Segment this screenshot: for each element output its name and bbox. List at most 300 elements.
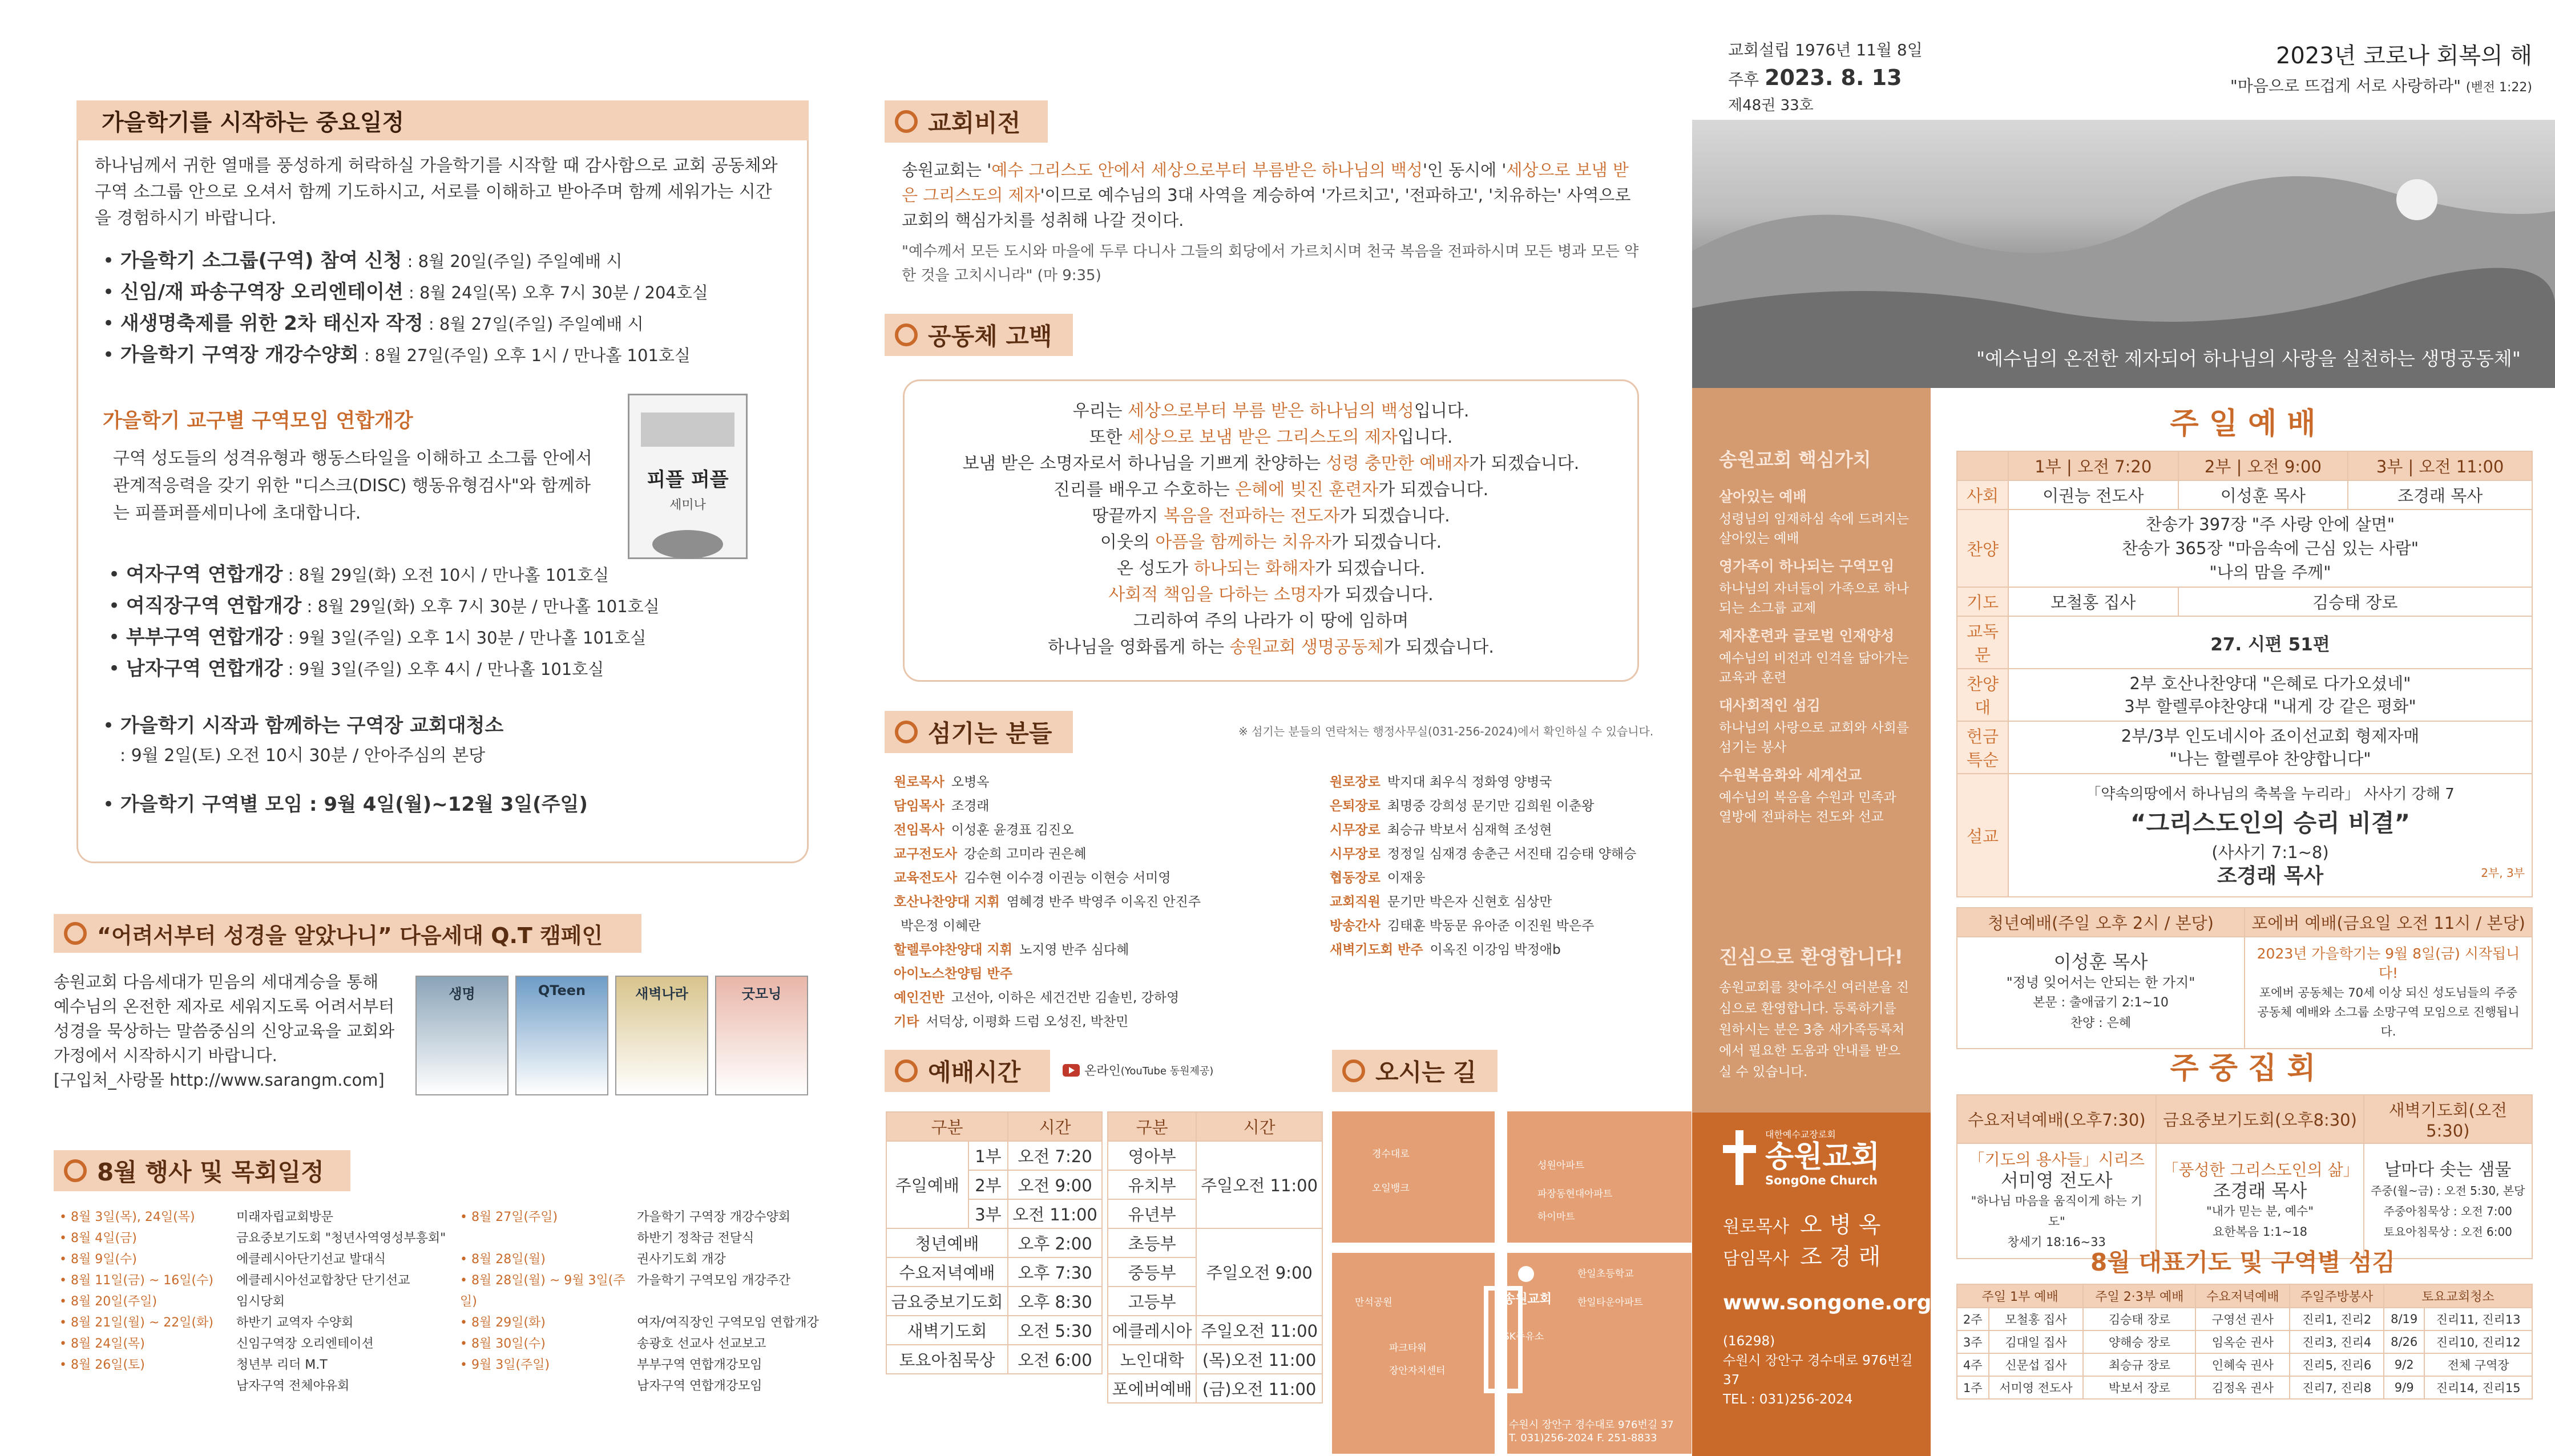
group-item-bold: 여직장구역 연합개강 [126, 594, 302, 617]
vision-text: 송원교회는 '예수 그리스도 안에서 세상으로부터 부름받은 하나님의 백성'인 동시에 '세상으로 보냄 받은 그리스도의 제자'이므로 예수님의 3대 사역을 계승하여 '가르치고', '전파하고', '치유하는' 사역으로 교회의 핵심가치를 성취해 나갈 것이다. [902, 160, 1631, 230]
event-name: 가을학기 구역모임 개강주간 [637, 1273, 791, 1288]
event-row [460, 1333, 871, 1354]
wed-ref: 창세기 18:16~33 [2007, 1235, 2106, 1249]
server-names: 서덕상, 이평화 드럼 오성진, 박찬민 [926, 1014, 1129, 1029]
event-row [460, 1207, 871, 1228]
times-right-table [1107, 1111, 1323, 1404]
server-row [1330, 818, 1649, 842]
confession-line [903, 398, 1639, 424]
server-names: 이옥진 이강임 박정애b [1430, 943, 1561, 957]
schedule-list [103, 245, 799, 371]
vision-verse: "예수께서 모든 도시와 마을에 두루 다니사 그들의 회당에서 가르치시며 천국 복음을 전파하시며 모든 병과 모든 약한 것을 고치시니라" (마 9:35) [902, 243, 1639, 284]
server-role: 원로목사 [894, 775, 944, 790]
cross-logo-icon [1723, 1130, 1756, 1185]
values-title: 송원교회 핵심가치 [1719, 448, 1871, 471]
youth-preacher: 이성훈 목사 [2053, 951, 2148, 973]
duty-header: 주일 1부 예배 [1957, 1284, 2083, 1308]
events-left [59, 1207, 470, 1397]
map-label: 경수대로 [1372, 1148, 1410, 1160]
duty-cell: 9/9 [2384, 1376, 2424, 1399]
duty-cell: 신문섭 집사 [1989, 1353, 2084, 1376]
event-name: 부부구역 연합개강모임 [637, 1358, 762, 1372]
event-name: 가을학기 구역장 개강수양회 [637, 1210, 791, 1224]
map-label: SK주유소 [1503, 1331, 1544, 1342]
row-label: 설교 [1957, 774, 2008, 897]
confession-text: 가 되겠습니다. [1469, 454, 1580, 474]
forever-title: 2023년 가을학기는 9월 8일(금) 시작됩니다! [2257, 945, 2520, 981]
map-label: 하이마트 [1537, 1211, 1575, 1223]
event-name: 하반기 정착금 전달식 [637, 1231, 754, 1245]
cleaning-time: : 9월 2일(토) 오전 10시 30분 / 안아주심의 본당 [120, 746, 486, 766]
group-item-dot: • [108, 594, 126, 617]
duty-cell: 최승규 장로 [2083, 1353, 2195, 1376]
schedule-item-dot: • [103, 281, 120, 304]
header-cell: 시간 [1008, 1112, 1102, 1141]
servers-note: ※ 섬기는 분들의 연락처는 행정사무실(031-256-2024)에서 확인하실 수 있습니다. [1238, 725, 1654, 738]
week-table [1956, 1094, 2533, 1259]
map-label: 파장동현대아파트 [1537, 1188, 1613, 1200]
schedule-item-text: : 8월 20일(주일) 주일예배 시 [402, 252, 623, 271]
group-meeting-title: 가을학기 교구별 구역모임 연합개강 [103, 410, 413, 432]
landscape-photo [1692, 120, 2555, 388]
hymn-item: "나의 맘을 주께" [2209, 563, 2331, 582]
header-cell [1957, 451, 2008, 480]
choir-item: 2부 호산나찬양대 "은혜로 다가오셨네" [2129, 674, 2411, 693]
online-note: (YouTube 동원제공) [1120, 1065, 1214, 1077]
duty-title: 8월 대표기도 및 구역별 섬김 [2090, 1248, 2395, 1276]
confession-text: 가 되겠습니다. [1383, 637, 1494, 657]
server-role: 기타 [894, 1014, 919, 1029]
confession-text: 입니다. [1414, 401, 1470, 421]
schedule-intro: 하나님께서 귀한 열매를 풍성하게 허락하실 가을학기를 시작할 때 감사함으로 교회 공동체와 구역 소그룹 안으로 오셔서 함께 기도하시고, 서로를 이해하고 받아주며 함께 세워가는 시간을 경험하시기 바랍니다. [95, 156, 778, 228]
server-row [894, 770, 1327, 794]
dawn-cell [2364, 1143, 2532, 1259]
server-row [894, 890, 1327, 914]
server-names: 정정일 심재경 송춘근 서진태 김승태 양해승 [1387, 847, 1637, 862]
confession-line [903, 477, 1639, 503]
church-info-panel [1692, 1113, 1931, 1456]
map-label: 파크타워 [1389, 1342, 1427, 1354]
server-role: 담임목사 [894, 799, 944, 814]
duty-header: 주일 2·3부 예배 [2083, 1284, 2195, 1308]
confession-line [903, 634, 1639, 661]
confession-line [903, 556, 1639, 582]
dawn-line: 주중(월~금) : 오전 5:30, 본당 [2371, 1184, 2525, 1198]
time-value: 오후 7:30 [1008, 1257, 1102, 1287]
confession-line [903, 424, 1639, 451]
confession-text: 보냄 받은 소명자로서 하나님을 기쁘게 찬양하는 [962, 454, 1326, 474]
duty-cell: 구영선 권사 [2195, 1308, 2290, 1330]
dept-name: 영아부 [1108, 1141, 1196, 1170]
event-row [59, 1207, 470, 1228]
period-text: 가을학기 구역별 모임 : 9월 4일(월)~12월 3일(주일) [120, 793, 588, 816]
server-names: 노지영 반주 심다혜 [1019, 943, 1129, 957]
event-row [59, 1376, 470, 1397]
server-row [1330, 770, 1649, 794]
circle-icon [64, 922, 87, 945]
value-text: 예수님의 비전과 인격을 닮아가는 교육과 훈련 [1719, 651, 1909, 685]
qt-title: “어려서부터 성경을 알았나니” 다음세대 Q.T 캠페인 [97, 923, 603, 948]
event-date: • 8월 28일(월) ~ 9월 3일(주일) [460, 1273, 625, 1309]
server-names: 김태훈 박동문 유아준 이진원 박은주 [1387, 919, 1595, 933]
event-name: 하반기 교역자 수양회 [236, 1316, 354, 1330]
hymn-item: 찬송가 397장 "주 사랑 안에 살면" [2145, 515, 2395, 534]
server-role: 교육전도사 [894, 871, 958, 885]
circle-icon [895, 110, 918, 133]
map-title: 오시는 길 [1375, 1058, 1476, 1086]
event-name: 에클레시아단기선교 발대식 [236, 1252, 386, 1267]
event-name: 청년부 리더 M.T [236, 1358, 328, 1372]
server-names: 최승규 박보서 심재혁 조성현 [1387, 823, 1552, 838]
confession-text: 가 되겠습니다. [1331, 532, 1442, 552]
welcome-text: 송원교회를 찾아주신 여러분을 진심으로 환영합니다. 등록하기를 원하시는 분은 3층 새가족등록처에서 필요한 도움과 안내를 받으실 수 있습니다. [1719, 980, 1909, 1079]
row-label: 사회 [1957, 480, 2008, 509]
schedule-item-dot: • [103, 343, 120, 366]
server-role: 방송간사 [1330, 919, 1381, 933]
year-theme-ref: (벧전 1:22) [2465, 80, 2532, 95]
row-label: 찬양대 [1957, 669, 2008, 721]
server-names: 문기만 박은자 신현호 심상만 [1387, 895, 1552, 909]
confession-line [903, 503, 1639, 529]
server-row [894, 914, 1327, 938]
map-label: 장안자치센터 [1389, 1365, 1446, 1377]
confession-text: 하나님을 영화롭게 하는 [1048, 637, 1230, 657]
group-item [108, 653, 793, 685]
server-role: 교구전도사 [894, 847, 958, 862]
week-label: 주후 [1728, 70, 1759, 89]
row-label: 교독문 [1957, 616, 2008, 669]
server-names: 오병옥 [951, 775, 990, 790]
qt-book-title: 굿모닝 [741, 986, 782, 1002]
server-row [894, 866, 1327, 890]
church-logo-name: 송원교회 [1765, 1140, 1880, 1174]
duty-table [1956, 1284, 2533, 1400]
server-row [894, 1010, 1327, 1034]
server-role: 시무장로 [1330, 847, 1381, 862]
group-item-dot: • [108, 657, 126, 680]
event-date: • 8월 3일(목), 24일(목) [59, 1210, 195, 1224]
confession-line [903, 451, 1639, 477]
server-names: 이성훈 윤경표 김진오 [951, 823, 1074, 838]
server-names: 조경래 [951, 799, 990, 814]
duty-cell: 양해승 장로 [2083, 1330, 2195, 1353]
event-date: • 8월 21일(월) ~ 22일(화) [59, 1316, 213, 1330]
duty-cell: 모철홍 집사 [1989, 1308, 2084, 1330]
confession-text: 온 성도가 [1116, 559, 1194, 579]
forever-header: 포에버 예배(금요일 오전 11시 / 본당) [2245, 908, 2532, 937]
fri-preacher: 조경래 목사 [2213, 1180, 2307, 1202]
server-role: 원로장로 [1330, 775, 1381, 790]
confession-highlight: 하나되는 화해자 [1193, 559, 1315, 579]
sunday-table [1956, 451, 2533, 897]
value-text: 성령님의 임재하심 속에 드려지는 살아있는 예배 [1719, 512, 1909, 546]
duty-header: 수요저녁예배 [2195, 1284, 2290, 1308]
dept-name: 포에버예배 [1108, 1374, 1196, 1403]
confession-lines [903, 398, 1639, 661]
server-row [1330, 938, 1649, 962]
event-row [59, 1312, 470, 1333]
dept-name: 에클레시아 [1108, 1316, 1196, 1345]
event-row [59, 1228, 470, 1249]
bulletin-date: 2023. 8. 13 [1765, 65, 1902, 90]
qt-text: 송원교회 다음세대가 믿음의 세대계승을 통해 예수님의 온전한 제자로 세워지도록 어려서부터 성경을 묵상하는 말씀중심의 신앙교육을 교회와 가정에서 시작하시기 바랍니다. [54, 972, 395, 1065]
duty-cell: 진리11, 진리13 [2424, 1308, 2532, 1330]
book-cover-image [628, 394, 748, 559]
confession-text: 가 되겠습니다. [1323, 585, 1434, 605]
value-text: 예수님의 복음을 수원과 민족과 열방에 전파하는 전도와 선교 [1719, 790, 1896, 824]
duty-cell: 박보서 장로 [2083, 1376, 2195, 1399]
server-role: 은퇴장로 [1330, 799, 1381, 814]
confession-text: 그리하여 주의 나라가 이 땅에 임하며 [1133, 611, 1409, 631]
confession-highlight: 성령 충만한 예배자 [1326, 454, 1470, 474]
confession-highlight: 은혜에 빚진 훈련자 [1235, 480, 1379, 500]
event-date [59, 1376, 236, 1397]
confession-text: 이웃의 [1100, 532, 1156, 552]
value-heading: 살아있는 예배 [1719, 488, 1807, 505]
server-names: 박은정 이혜란 [901, 919, 981, 933]
value-heading: 수원복음화와 세계선교 [1719, 767, 1862, 783]
fri-cell [2156, 1143, 2363, 1259]
event-name: 남자구역 전체야유회 [236, 1379, 350, 1393]
server-row [1330, 794, 1649, 818]
time-part: 1부 [968, 1141, 1008, 1170]
event-row [59, 1291, 470, 1312]
group-item-bold: 여자구역 연합개강 [126, 563, 283, 586]
server-role: 협동장로 [1330, 871, 1381, 885]
group-item-text: : 9월 3일(주일) 오후 1시 30분 / 만나홀 101호실 [282, 628, 647, 648]
dept-time: 주일오전 11:00 [1196, 1316, 1322, 1345]
schedule-item-text: : 8월 27일(주일) 주일예배 시 [423, 314, 644, 334]
welcome-title: 진심으로 환영합니다! [1719, 946, 1903, 969]
time-label: 청년예배 [886, 1228, 1008, 1257]
dept-name: 노인대학 [1108, 1345, 1196, 1374]
time-label: 토요아침묵상 [886, 1345, 1008, 1374]
event-name: 금요중보기도회 "청년사역영성부흥회" [236, 1231, 446, 1245]
fri-title: "내가 믿는 분, 예수" [2206, 1204, 2314, 1218]
server-row [1330, 842, 1649, 866]
confession-text: 가 되겠습니다. [1315, 559, 1426, 579]
senior-pastor-role: 원로목사 [1723, 1217, 1789, 1237]
senior-pastor-name: 오 병 옥 [1800, 1212, 1881, 1238]
group-item-dot: • [108, 626, 126, 649]
qt-book-title: 생명 [449, 986, 475, 1002]
group-item-dot: • [108, 563, 126, 586]
cleaning-title: 가을학기 시작과 함께하는 구역장 교회대청소 [120, 714, 504, 737]
circle-icon [895, 721, 918, 743]
event-name: 남자구역 연합개강모임 [637, 1379, 762, 1393]
time-value: 오전 11:00 [1008, 1199, 1102, 1228]
confession-line [903, 608, 1639, 634]
server-role: 교회직원 [1330, 895, 1381, 909]
server-row [894, 986, 1327, 1010]
leader-name: 이권능 전도사 [2008, 480, 2178, 509]
group-meeting-text: 구역 성도들의 성격유형과 행동스타일을 이해하고 소그룹 안에서 관계적응력을 갖기 위한 "디스크(DISC) 행동유형검사"와 함께하는 피플퍼플세미나에 초대합니다. [113, 448, 592, 523]
duty-cell: 8/26 [2384, 1330, 2424, 1353]
duty-cell: 서미영 전도사 [1989, 1376, 2084, 1399]
youth-cell [1957, 937, 2245, 1049]
group-list [108, 559, 793, 685]
circle-icon [64, 1159, 87, 1182]
map-church-label: 송원교회 [1503, 1292, 1552, 1307]
lead-pastor-role: 담임목사 [1723, 1249, 1789, 1269]
offering-item: 2부/3부 인도네시아 죠이선교회 형제자매 [2121, 726, 2420, 746]
server-row [894, 842, 1327, 866]
book-subtitle: 세미나 [669, 498, 706, 512]
hymn-item: 찬송가 365장 "마음속에 근심 있는 사람" [2121, 539, 2419, 558]
duty-cell: 8/19 [2384, 1308, 2424, 1330]
duty-cell: 3주 [1957, 1330, 1989, 1353]
schedule-item-bold: 신임/재 파송구역장 오리엔테이션 [120, 281, 403, 304]
year-theme: "마음으로 뜨겁게 서로 사랑하라" [2230, 76, 2461, 95]
qt-title-bar [54, 914, 641, 953]
duty-cell: 1주 [1957, 1376, 1989, 1399]
confession-text: 땅끝까지 [1092, 506, 1164, 526]
schedule-item-bold: 새생명축제를 위한 2차 태신자 작정 [120, 312, 423, 335]
header-cell: 구분 [1108, 1112, 1196, 1141]
leader-name: 이성훈 목사 [2178, 480, 2348, 509]
group-item-text: : 8월 29일(화) 오후 7시 30분 / 만나홀 101호실 [301, 597, 660, 616]
confession-title-bar [885, 314, 1073, 356]
service-header: 1부 | 오전 7:20 [2008, 451, 2178, 480]
event-date: • 8월 29일(화) [460, 1316, 546, 1330]
duty-cell: 진리5, 진리6 [2290, 1353, 2384, 1376]
event-row [59, 1249, 470, 1270]
time-label: 주일예배 [886, 1141, 968, 1228]
event-name: 에클레시아선교합창단 단기선교 [236, 1273, 410, 1288]
dept-name: 초등부 [1108, 1228, 1196, 1257]
time-value: 오후 8:30 [1008, 1287, 1102, 1316]
event-row [59, 1333, 470, 1354]
online-link[interactable] [1063, 1061, 1213, 1079]
confession-highlight: 복음을 전파하는 전도자 [1163, 506, 1340, 526]
prayer-name: 모철홍 집사 [2008, 587, 2178, 616]
event-name: 신임구역장 오리엔테이션 [236, 1337, 374, 1351]
servers-right [1330, 770, 1649, 962]
confession-text: 진리를 배우고 수호하는 [1053, 480, 1236, 500]
wed-cell [1957, 1143, 2156, 1259]
youth-header: 청년예배(주일 오후 2시 / 본당) [1957, 908, 2245, 937]
duty-cell: 진리3, 진리4 [2290, 1330, 2384, 1353]
offering-list [2008, 721, 2532, 774]
offering-item: "나는 할렐루야 찬양합니다" [2169, 749, 2371, 769]
confession-text: 입니다. [1397, 427, 1453, 447]
duty-cell: 4주 [1957, 1353, 1989, 1376]
server-row [1330, 890, 1649, 914]
map-label: 만석공원 [1355, 1297, 1392, 1308]
event-row [59, 1354, 470, 1376]
duty-cell: 진리14, 진리15 [2424, 1376, 2532, 1399]
event-name: 미래자립교회방문 [236, 1210, 334, 1224]
server-row [894, 938, 1327, 962]
duty-cell: 9/2 [2384, 1353, 2424, 1376]
confession-highlight: 세상으로부터 부름 받은 하나님의 백성 [1128, 401, 1414, 421]
dawn-line: 토요아침묵상 : 오전 6:00 [2383, 1225, 2512, 1239]
youth-sermon-title: "정녕 잊어서는 안되는 한 가지" [2006, 974, 2195, 990]
website-link[interactable]: www.songone.org [1723, 1291, 1932, 1315]
reading-text: 27. 시편 51편 [2008, 616, 2532, 669]
leader-name: 조경래 목사 [2348, 480, 2532, 509]
duty-cell: 진리1, 진리2 [2290, 1308, 2384, 1330]
map-tel: T. 031)256-2024 F. 251-8833 [1509, 1432, 1657, 1444]
dept-time: 주일오전 9:00 [1196, 1228, 1322, 1316]
fri-series: 「풍성한 그리스도인의 삶」 [2162, 1160, 2359, 1179]
online-label: 온라인 [1084, 1064, 1121, 1078]
event-date: • 8월 24일(목) [59, 1337, 145, 1351]
time-value: 오전 6:00 [1008, 1345, 1102, 1374]
server-role: 시무장로 [1330, 823, 1381, 838]
time-value: 오전 9:00 [1008, 1170, 1102, 1199]
book-title: 피플 퍼플 [647, 468, 729, 491]
circle-icon [895, 323, 918, 346]
header-cell: 시간 [1196, 1112, 1322, 1141]
fri-ref: 요한복음 1:1~18 [2213, 1225, 2307, 1239]
server-role: 새벽기도회 반주 [1330, 943, 1423, 957]
church-address: 수원시 장안구 경수대로 976번길 37 [1723, 1353, 1913, 1388]
qt-book-cover [515, 976, 608, 1095]
schedule-item [103, 308, 799, 339]
sermon-note: 2부, 3부 [2481, 866, 2525, 880]
group-item [108, 559, 793, 591]
duty-header: 주일주방봉사 [2290, 1284, 2384, 1308]
qt-covers [415, 976, 808, 1095]
week-title: 주 중 집 회 [2170, 1051, 2316, 1086]
server-names: 최명중 강희성 문기만 김희원 이춘왕 [1387, 799, 1595, 814]
duty-cell: 김대일 집사 [1989, 1330, 2084, 1353]
event-row [59, 1270, 470, 1291]
hymn-list [2008, 509, 2532, 587]
event-row [460, 1270, 871, 1312]
qt-book-cover [715, 976, 808, 1095]
year-title: 2023년 코로나 회복의 해 [2275, 43, 2532, 69]
server-row [894, 962, 1327, 986]
dept-name: 고등부 [1108, 1287, 1196, 1316]
servers-title-bar [885, 711, 1073, 753]
church-tel: TEL : 031)256-2024 [1723, 1392, 1853, 1407]
volume-text: 제48권 33호 [1728, 97, 1814, 114]
schedule-title: 가을학기를 시작하는 중요일정 [102, 109, 405, 136]
server-row [894, 818, 1327, 842]
church-eng-name: SongOne Church [1765, 1174, 1878, 1187]
schedule-item-dot: • [103, 249, 120, 272]
dawn-line: 주중아침묵상 : 오전 7:00 [2383, 1204, 2512, 1218]
confession-text: 가 되겠습니다. [1339, 506, 1450, 526]
service-header: 2부 | 오전 9:00 [2178, 451, 2348, 480]
confession-highlight: 아픔을 함께하는 치유자 [1155, 532, 1332, 552]
schedule-title-bar [76, 100, 809, 140]
time-label: 금요중보기도회 [886, 1287, 1008, 1316]
confession-highlight: 사회적 책임을 다하는 소명자 [1108, 585, 1323, 605]
servers-title: 섬기는 분들 [928, 719, 1052, 747]
lead-pastor-name: 조 경 래 [1800, 1244, 1881, 1270]
sermon-cell [2008, 774, 2532, 897]
dept-name: 중등부 [1108, 1257, 1196, 1287]
qt-book-title: 새벽나라 [635, 986, 688, 1002]
map-address: 수원시 장안구 경수대로 976번길 37 [1509, 1419, 1674, 1431]
confession-title: 공동체 고백 [928, 322, 1052, 350]
event-date: • 8월 11일(금) ~ 16일(수) [59, 1273, 213, 1288]
confession-text: 우리는 [1072, 401, 1128, 421]
event-name: 임시당회 [236, 1295, 285, 1309]
schedule-item-bold: 가을학기 구역장 개강수양회 [120, 343, 359, 366]
wed-title: "하나님 마음을 움직이게 하는 기도" [1971, 1194, 2142, 1228]
value-heading: 영가족이 하나되는 구역모임 [1719, 558, 1895, 575]
event-date: • 8월 30일(수) [460, 1337, 546, 1351]
event-date [460, 1228, 637, 1249]
duty-cell: 김정옥 권사 [2195, 1376, 2290, 1399]
time-value: 오전 7:20 [1008, 1141, 1102, 1170]
event-row [460, 1354, 871, 1376]
server-role: 아이노스찬양팀 반주 [894, 966, 1012, 981]
